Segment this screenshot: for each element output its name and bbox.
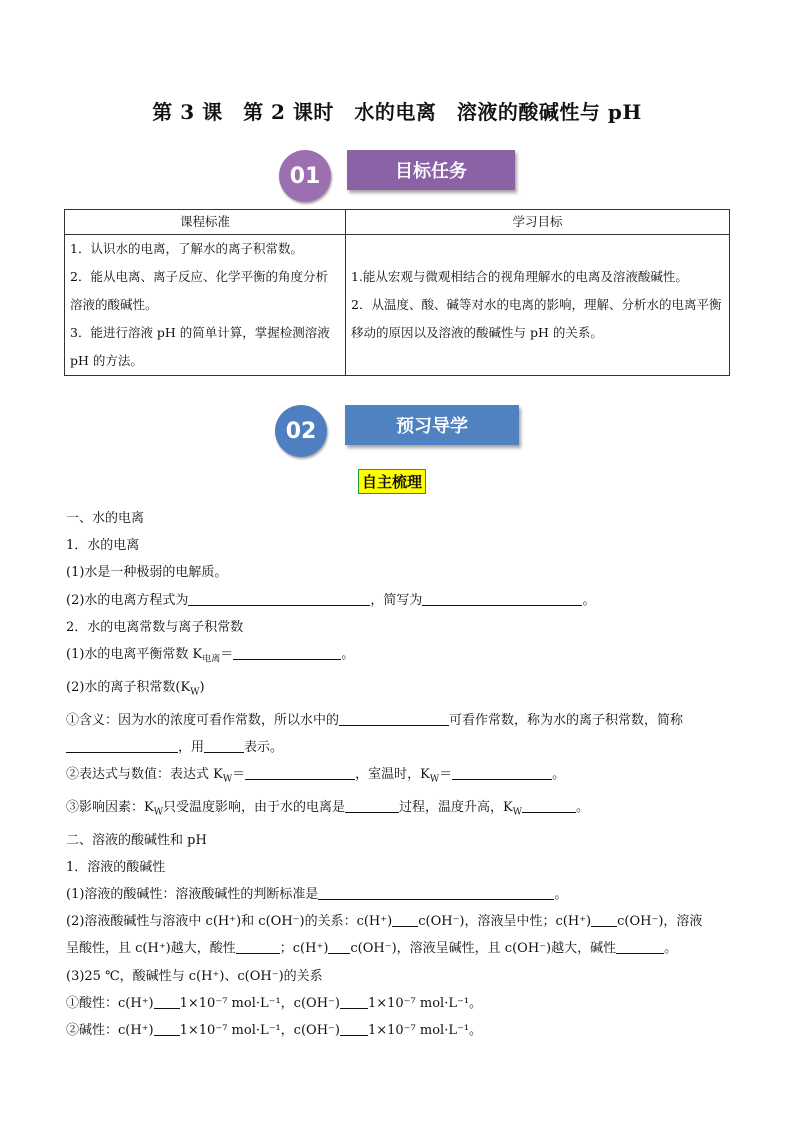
text-line: 呈酸性，且 c(H⁺)越大，酸性 ；c(H⁺) c(OH⁻)，溶液呈碱性，且 c(OH⁻)越大，碱性 。 xyxy=(66,941,678,957)
objectives-table xyxy=(64,209,730,376)
text-line: (3)25 ℃，酸碱性与 c(H⁺)、c(OH⁻)的关系 xyxy=(66,968,323,984)
text-line: ②表达式与数值：表达式 $K_W=$ ，室温时，$K_W=$ 。 xyxy=(66,767,566,785)
blank[interactable] xyxy=(422,591,582,606)
blank[interactable] xyxy=(188,591,370,606)
subheading: 2．水的电离常数与离子积常数 xyxy=(66,619,244,635)
blank[interactable] xyxy=(204,738,244,753)
text-line: ③影响因素：$K_W$只受温度影响，由于水的电离是 过程，温度升高，$K_W$ 。 xyxy=(66,799,589,818)
blank[interactable] xyxy=(452,765,552,780)
blank[interactable] xyxy=(154,1021,180,1036)
blank[interactable] xyxy=(245,765,355,780)
section-number-badge: 02 xyxy=(275,405,327,457)
blank[interactable] xyxy=(616,939,664,954)
section-label: 预习导学 xyxy=(345,405,519,445)
heading: 一、水的电离 xyxy=(66,511,145,526)
section-number-badge: 01 xyxy=(279,150,331,202)
text-line: ①酸性：c(H⁺) 1×10⁻⁷ mol·L⁻¹，c(OH⁻) 1×10⁻⁷ mol·L⁻¹。 xyxy=(66,995,483,1011)
standard-item: 2．能从电离、离子反应、化学平衡的角度分析溶液的酸碱性。 xyxy=(70,269,328,312)
blank[interactable] xyxy=(340,994,368,1009)
text-line: ①含义：因为水的浓度可看作常数，所以水中的 可看作常数，称为水的离子积常数，简称，用 表示。 xyxy=(66,712,684,755)
section-label: 目标任务 xyxy=(347,150,515,190)
goal-item: 1.能从宏观与微观相结合的视角理解水的电离及溶液酸碱性。 xyxy=(351,269,688,284)
section-banner-preview xyxy=(275,405,520,457)
text-line: (1)溶液的酸碱性：溶液酸碱性的判断标准是 。 xyxy=(66,887,568,903)
blank[interactable] xyxy=(154,994,180,1009)
standard-item: 3．能进行溶液 pH 的简单计算，掌握检测溶液 pH 的方法。 xyxy=(70,325,330,368)
goal-item: 2．从温度、酸、碱等对水的电离的影响，理解、分析水的电离平衡移动的原因以及溶液的酸碱性与 pH 的关系。 xyxy=(351,297,722,340)
blank[interactable] xyxy=(66,738,178,753)
table-header-standard: 课程标准 xyxy=(65,210,346,235)
standard-item: 1．认识水的电离，了解水的离子积常数。 xyxy=(70,241,303,256)
blank[interactable] xyxy=(339,711,449,726)
page-title: 第 3 课 第 2 课时 水的电离 溶液的酸碱性与 pH xyxy=(152,100,642,124)
text-line: (1)水是一种极弱的电解质。 xyxy=(66,565,228,581)
blank[interactable] xyxy=(236,939,280,954)
blank[interactable] xyxy=(522,798,576,813)
heading: 二、溶液的酸碱性和 pH xyxy=(66,832,207,848)
subheading: 1．水的电离 xyxy=(66,538,140,554)
subheading: 1．溶液的酸碱性 xyxy=(66,859,166,875)
text-line: (1)水的电离平衡常数 $K_{电离}=$ 。 xyxy=(66,647,355,665)
blank[interactable] xyxy=(233,645,341,660)
text-line: (2)水的电离方程式为 ，简写为 。 xyxy=(66,592,596,608)
section-banner-goals xyxy=(279,150,519,202)
text-line: (2)溶液酸碱性与溶液中 c(H⁺)和 c(OH⁻)的关系：c(H⁺) c(OH⁻)，溶液呈中性；c(H⁺) c(OH⁻)，溶液 xyxy=(66,914,703,930)
text-line: (2)水的离子积常数$(K_W)$ xyxy=(66,679,205,698)
blank[interactable] xyxy=(591,912,617,927)
standard-cell xyxy=(65,235,346,376)
table-header-goals: 学习目标 xyxy=(346,210,730,235)
text-line: ②碱性：c(H⁺) 1×10⁻⁷ mol·L⁻¹，c(OH⁻) 1×10⁻⁷ mol·L⁻¹。 xyxy=(66,1023,483,1039)
blank[interactable] xyxy=(345,798,399,813)
self-study-tag: 自主梳理 xyxy=(358,469,426,494)
study-body xyxy=(66,505,730,1044)
blank[interactable] xyxy=(340,1021,368,1036)
blank[interactable] xyxy=(318,885,554,900)
goals-cell xyxy=(346,235,730,376)
blank[interactable] xyxy=(392,912,418,927)
blank[interactable] xyxy=(328,939,350,954)
